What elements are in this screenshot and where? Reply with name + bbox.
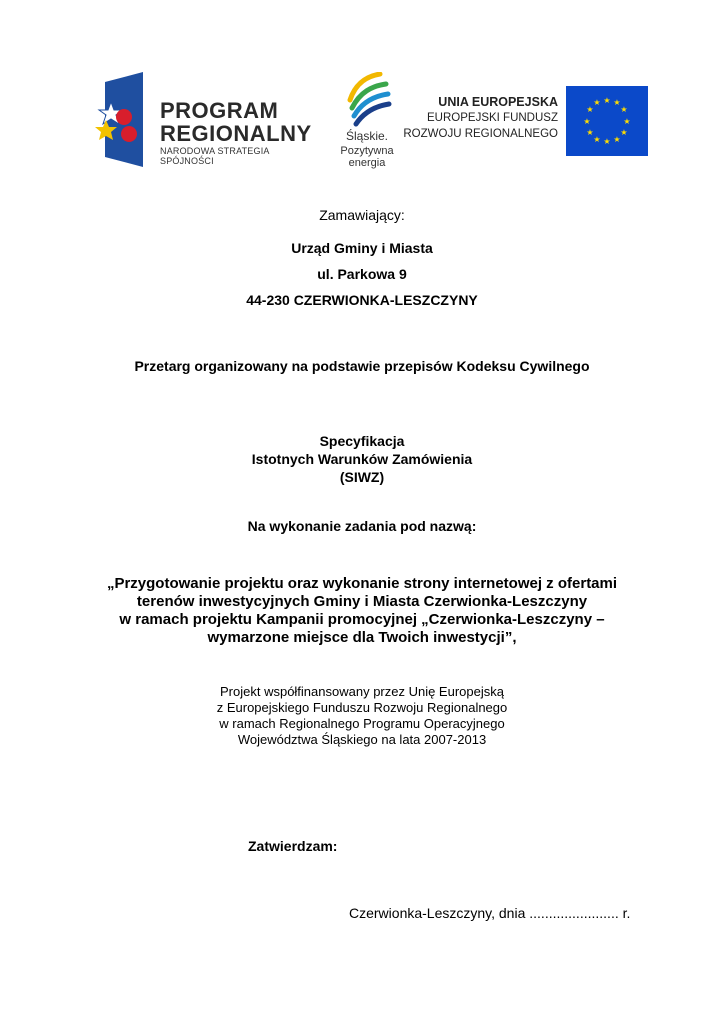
- contracting-city: 44-230 CZERWIONKA-LESZCZYNY: [246, 292, 478, 308]
- contracting-label: Zamawiający:: [319, 207, 405, 223]
- eu-stars-icon: [566, 86, 648, 156]
- svg-text:★: ★: [620, 128, 628, 137]
- project-title-line1: „Przygotowanie projektu oraz wykonanie strony internetowej z ofertami: [106, 575, 618, 592]
- project-title-line3: w ramach projektu Kampanii promocyjnej „Czerwionka-Leszczyny –: [119, 611, 605, 628]
- cofinancing-line2: z Europejskiego Funduszu Rozwoju Regionalnego: [216, 700, 508, 715]
- spec-line1: Specyfikacja: [319, 433, 405, 449]
- svg-text:★: ★: [583, 117, 591, 126]
- svg-text:★: ★: [623, 117, 631, 126]
- program-regionalny-line1: PROGRAM: [160, 98, 279, 123]
- contracting-street: ul. Parkowa 9: [317, 266, 407, 282]
- eu-flag: [566, 86, 648, 156]
- program-regionalny-line2: REGIONALNY: [160, 121, 312, 146]
- spec-line2: Istotnych Warunków Zamówienia: [251, 451, 473, 467]
- approve-label: Zatwierdzam:: [248, 838, 338, 854]
- eu-line1: UNIA EUROPEJSKA: [438, 95, 558, 109]
- svg-text:★: ★: [613, 98, 621, 107]
- svg-text:★: ★: [586, 128, 594, 137]
- cofinancing-line3: w ramach Regionalnego Programu Operacyjnego: [219, 716, 505, 731]
- svg-text:★: ★: [603, 137, 611, 146]
- place-date: Czerwionka-Leszczyny, dnia ....................... r.: [349, 905, 631, 921]
- cofinancing-line1: Projekt współfinansowany przez Unię Europejską: [220, 684, 504, 699]
- slaskie-logo: [322, 72, 412, 169]
- contracting-name: Urząd Gminy i Miasta: [291, 240, 433, 256]
- project-title-line4: wymarzone miejsce dla Twoich inwestycji”,: [207, 629, 517, 646]
- task-heading: Na wykonanie zadania pod nazwą:: [247, 518, 477, 534]
- program-regionalny-logo: [93, 72, 313, 172]
- spec-line3: (SIWZ): [339, 469, 385, 485]
- svg-text:★: ★: [593, 135, 601, 144]
- cofinancing-line4: Województwa Śląskiego na lata 2007-2013: [237, 732, 487, 747]
- eu-line3: ROZWOJU REGIONALNEGO: [403, 128, 558, 140]
- slaskie-line2: Pozytywna energia: [340, 145, 394, 169]
- svg-text:★: ★: [593, 98, 601, 107]
- svg-text:★: ★: [613, 135, 621, 144]
- slaskie-waves-icon: [342, 72, 392, 127]
- project-title-line2: terenów inwestycyjnych Gminy i Miasta Czerwionka-Leszczyny: [136, 593, 588, 610]
- slaskie-line1: Śląskie.: [345, 129, 389, 143]
- logo-row: [0, 0, 724, 180]
- program-regionalny-line3: NARODOWA STRATEGIA SPÓJNOŚCI: [160, 146, 270, 166]
- svg-text:★: ★: [603, 96, 611, 105]
- svg-text:★: ★: [620, 105, 628, 114]
- tender-basis: Przetarg organizowany na podstawie przepisów Kodeksu Cywilnego: [134, 358, 590, 374]
- program-regionalny-emblem-icon: [93, 72, 153, 172]
- svg-text:★: ★: [586, 105, 594, 114]
- eu-line2: EUROPEJSKI FUNDUSZ: [427, 112, 558, 124]
